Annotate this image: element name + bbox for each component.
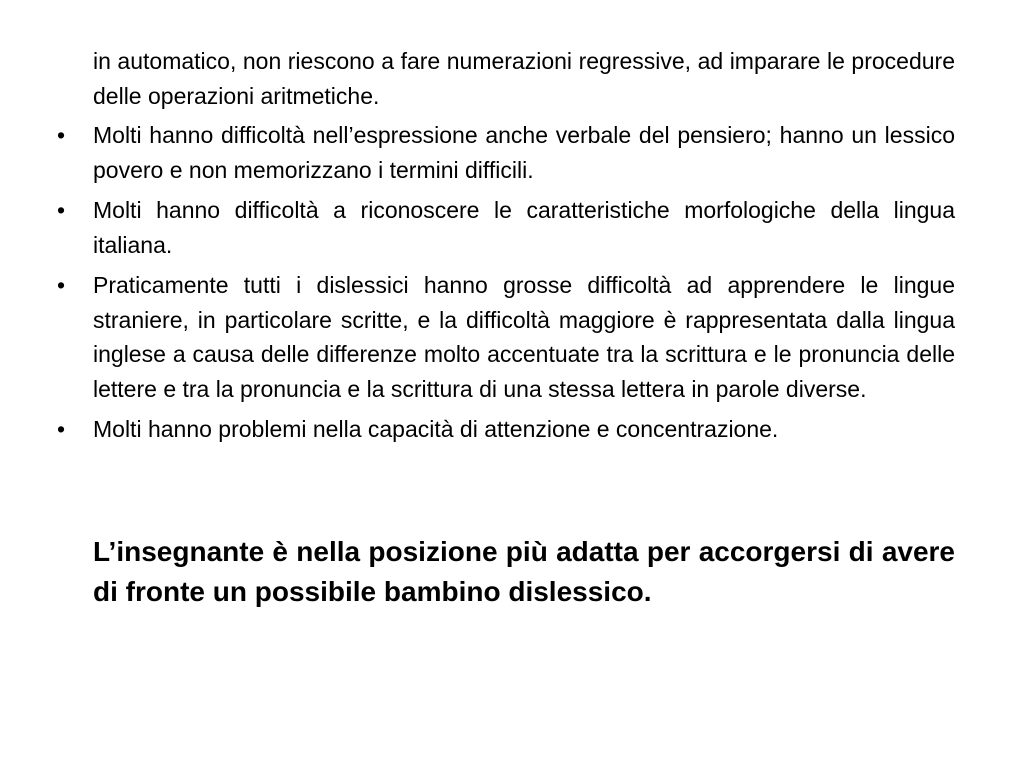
bullet-text: Molti hanno problemi nella capacità di attenzione e concentrazione. (93, 416, 779, 442)
bullet-icon: • (57, 122, 66, 148)
list-item (0, 412, 955, 447)
bullet-text: Molti hanno difficoltà nell’espressione anche verbale del pensiero; hanno un lessico povero e non memorizzano i termini difficili. (93, 122, 955, 183)
bullet-icon: • (57, 272, 66, 298)
bullet-text: Molti hanno difficoltà a riconoscere le caratteristiche morfologiche della lingua italiana. (93, 197, 955, 258)
bullet-list (0, 118, 1024, 453)
continuation-paragraph: in automatico, non riescono a fare numerazioni regressive, ad imparare le procedure delle operazioni aritmetiche. (93, 48, 955, 109)
bullet-text: Praticamente tutti i dislessici hanno grosse difficoltà ad apprendere le lingue straniere, in particolare scritte, e la difficoltà maggiore è rappresentata dalla lingua inglese a causa delle differenze molto accentuate tra la scrittura e le pronuncia delle lettere e tra la pronuncia e la scrittura di una stessa lettera in parole diverse. (93, 272, 955, 402)
closing-statement: L’insegnante è nella posizione più adatta per accorgersi di avere di fronte un possibile bambino dislessico. (93, 536, 955, 607)
list-item (0, 193, 955, 262)
list-item (0, 118, 955, 187)
list-item (0, 268, 955, 406)
bullet-icon: • (57, 416, 66, 442)
bullet-icon: • (57, 197, 66, 223)
